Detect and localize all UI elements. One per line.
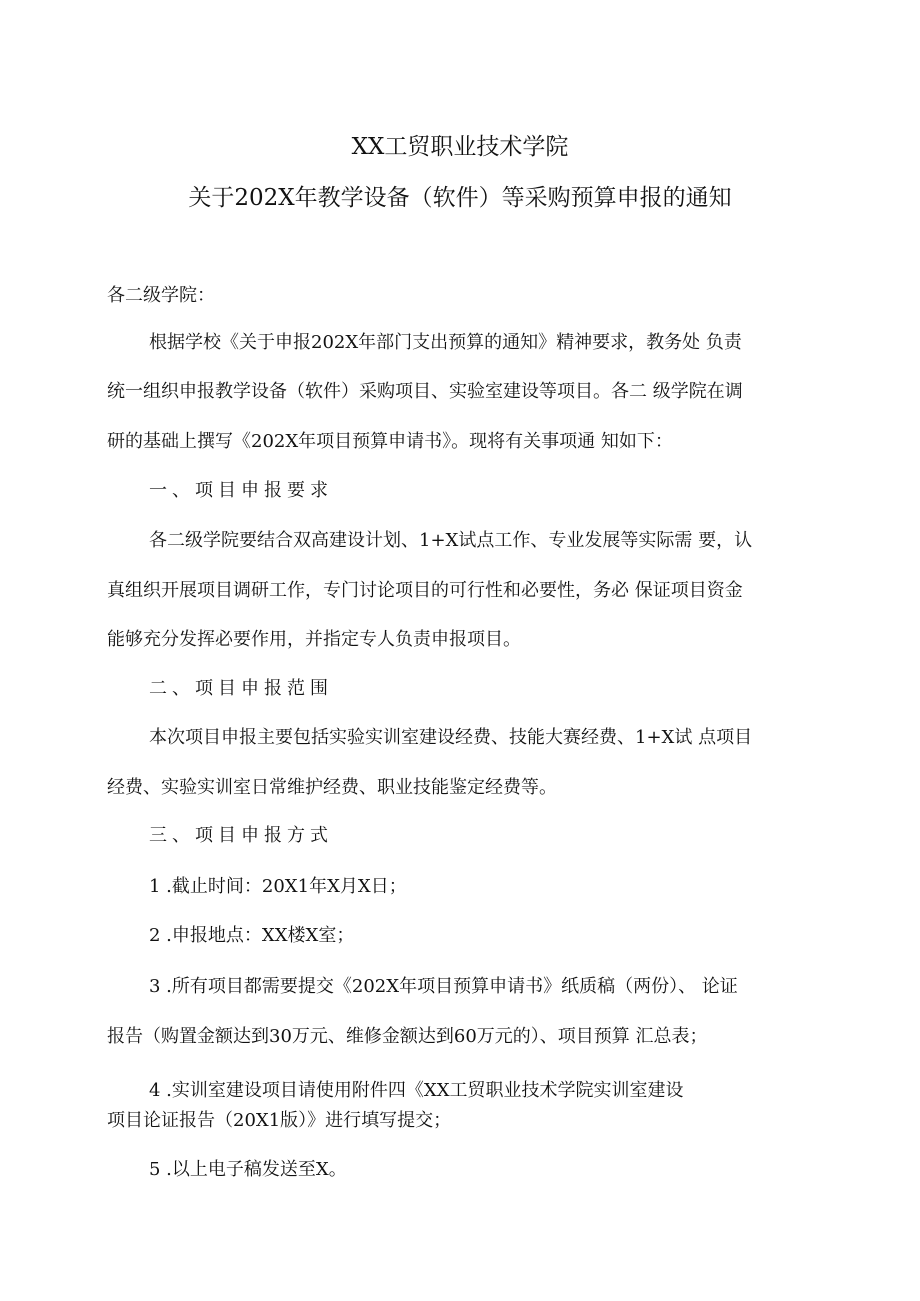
section-1-line-2: 真组织开展项目调研工作，专门讨论项目的可行性和必要性，务必 保证项目资金 [107,580,743,601]
section-2-line-1: 本次项目申报主要包括实验实训室建设经费、技能大赛经费、1+X试 点项目 [149,727,753,748]
section-1-heading: 一、项目申报要求 [149,480,333,501]
salutation: 各二级学院： [107,285,215,306]
intro-line-3: 研的基础上撰写《202X年项目预算申请书》。现将有关事项通 知如下： [107,431,673,452]
section-3-item-3: 3 .所有项目都需要提交《202X年项目预算申请书》纸质稿（两份）、 论证 [149,976,738,997]
section-3-item-4-cont: 项目论证报告（20X1版）》进行填写提交； [107,1110,452,1131]
section-3-item-4: 4 .实训室建设项目请使用附件四《XX工贸职业技术学院实训室建设 [149,1080,684,1101]
section-3-item-3-cont: 报告（购置金额达到30万元、维修金额达到60万元的）、项目预算 汇总表； [107,1026,708,1047]
title-line-2: 关于202X年教学设备（软件）等采购预算申报的通知 [188,185,732,211]
section-1-line-1: 各二级学院要结合双高建设计划、1+X试点工作、专业发展等实际需 要，认 [149,530,753,551]
section-3-item-5: 5 .以上电子稿发送至X。 [149,1159,347,1180]
section-3-heading: 三、项目申报方式 [149,825,333,846]
intro-line-2: 统一组织申报教学设备（软件）采购项目、实验室建设等项目。各二 级学院在调 [107,381,743,402]
section-1-line-3: 能够充分发挥必要作用，并指定专人负责申报项目。 [107,629,521,650]
section-2-line-2: 经费、实验实训室日常维护经费、职业技能鉴定经费等。 [107,777,557,798]
section-2-heading: 二、项目申报范围 [149,678,333,699]
section-3-item-1: 1 .截止时间：20X1年X月X日； [149,876,407,897]
title-line-1: XX工贸职业技术学院 [351,134,569,160]
section-3-item-2: 2 .申报地点：XX楼X室； [149,925,355,946]
intro-line-1: 根据学校《关于申报202X年部门支出预算的通知》精神要求，教务处 负责 [149,332,742,353]
